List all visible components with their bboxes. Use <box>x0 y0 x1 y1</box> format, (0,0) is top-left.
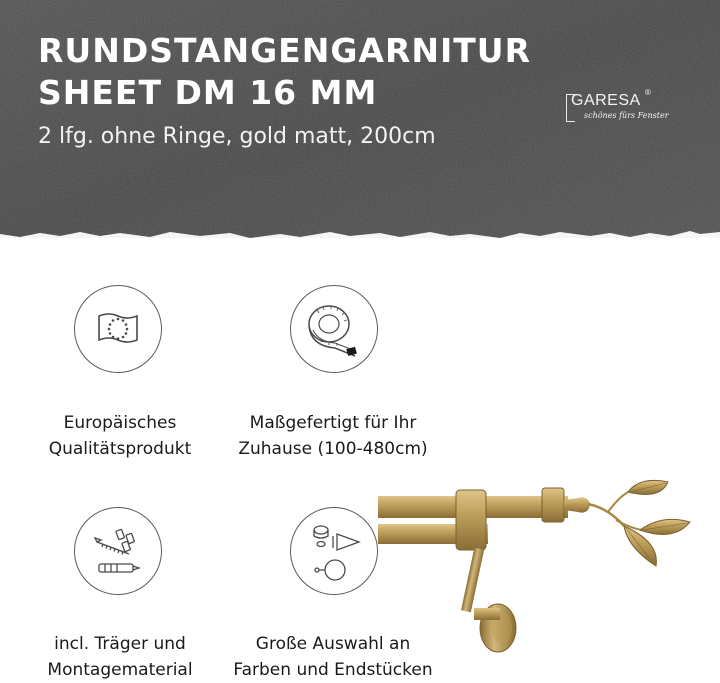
feature-label-mounting <box>0 631 240 683</box>
feature-label-line: Große Auswahl an <box>255 634 411 654</box>
product-title <box>38 30 531 114</box>
product-title-line2: SHEET DM 16 MM <box>38 73 378 112</box>
feature-label-line: Montagematerial <box>47 660 193 680</box>
garesa-logo <box>566 88 670 124</box>
feature-label-line: incl. Träger und <box>54 634 186 654</box>
bracket-arm <box>461 548 484 613</box>
end-cap <box>542 488 564 522</box>
feature-label-line: Maßgefertigt für Ihr <box>249 413 417 433</box>
feature-label-line: Farben und Endstücken <box>233 660 433 680</box>
logo-tagline: schönes fürs Fenster <box>584 111 669 120</box>
finial-base <box>564 497 590 512</box>
end-caps-icon <box>290 507 378 595</box>
bracket-ring <box>456 490 486 550</box>
header-banner <box>0 0 720 248</box>
leaf-finial <box>624 480 690 566</box>
measuring-tape-icon <box>290 285 378 373</box>
product-image-curtain-rod <box>378 478 720 678</box>
product-subtitle: 2 lfg. ohne Ringe, gold matt, 200cm <box>38 124 436 149</box>
screws-dowels-icon <box>74 507 162 595</box>
logo-name: GARESA <box>571 92 641 109</box>
feature-label-line: Zuhause (100-480cm) <box>238 439 428 459</box>
feature-label-line: Qualitätsprodukt <box>48 439 192 459</box>
eu-flag-icon <box>74 285 162 373</box>
feature-label-line: Europäisches <box>63 413 177 433</box>
logo-registered-mark: ® <box>645 88 651 97</box>
product-title-line1: RUNDSTANGENGARNITUR <box>38 31 531 70</box>
feature-label-eu-quality <box>0 410 240 462</box>
feature-label-custom-size <box>213 410 453 462</box>
